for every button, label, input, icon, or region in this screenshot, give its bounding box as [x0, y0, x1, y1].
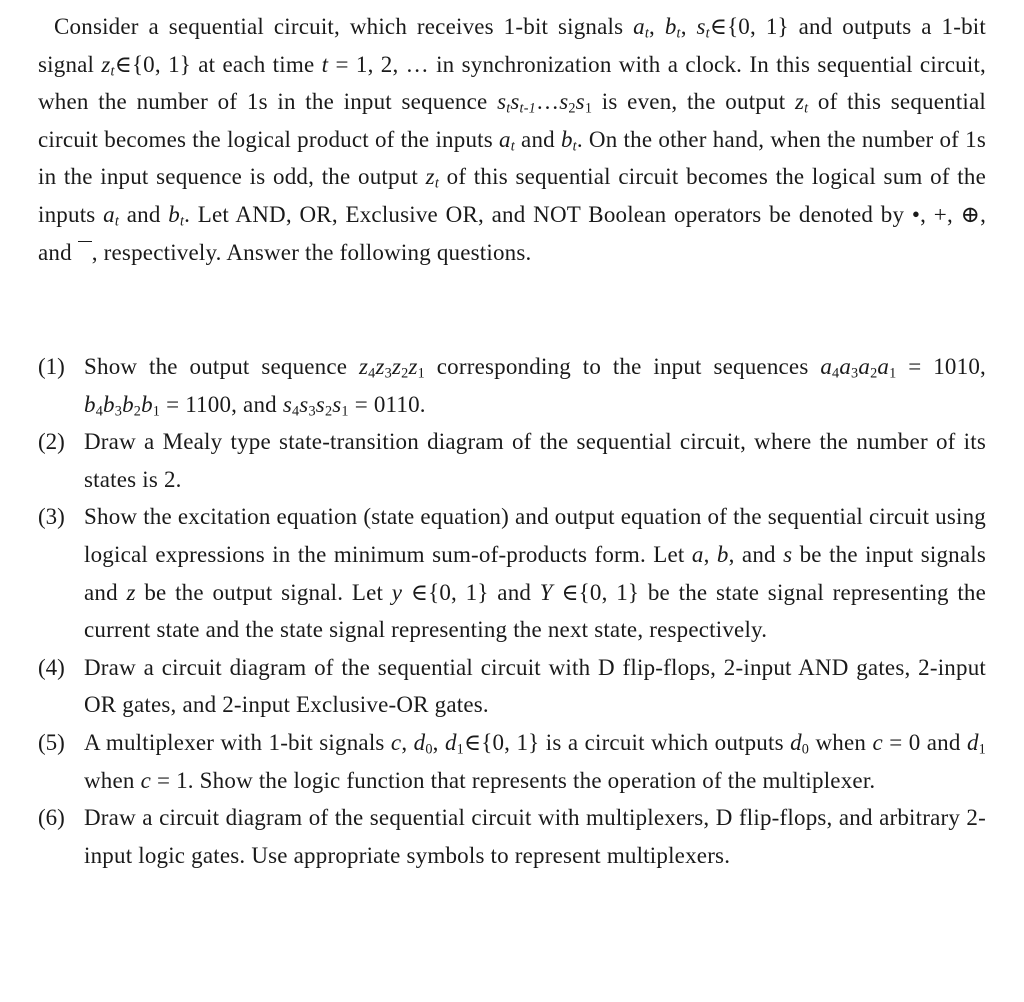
- question-number: (1): [38, 354, 65, 379]
- intro-paragraph: Consider a sequential circuit, which receives 1-bit signals $a_t$, $b_t$, $s_t\in\{0$, 1} and outputs a 1-bit signal $z_t\in\{0$, 1} at each time t = 1, 2, … in synchronization with a clock. In this sequential circuit, when the number of 1s in the input sequence $s_ts_{t-1}\dots s_2s_1$ is even, the output $z_t$ of this sequential circuit becomes the logical product of the inputs $a_t$ and $b_t$. On the other hand, when the number of 1s in the input sequence is odd, the output $z_t$ of this sequential circuit becomes the logical sum of the inputs $a_t$ and $b_t$. Let AND, OR, Exclusive OR, and NOT Boolean operators be denoted by •, +, ⊕, and , respectively. Answer the following questions.: [38, 14, 987, 265]
- not-operator-overbar: [78, 241, 92, 242]
- and-operator-symbol: •: [911, 201, 921, 227]
- question-3: [38, 498, 986, 648]
- question-number: (4): [38, 654, 65, 680]
- problem-statement: [38, 8, 986, 271]
- or-operator-symbol: +: [933, 201, 947, 227]
- question-2: [38, 423, 986, 498]
- question-list: [38, 348, 986, 874]
- question-5: [38, 724, 986, 799]
- question-number: (3): [38, 504, 65, 530]
- question-text: Show the excitation equation (state equation) and output equation of the sequential circuit using logical expressions in the minimum sum-of-products form. Let a, b, and s be the input signals and z be the output signal. Let y ∈{0, 1} and Y ∈{0, 1} be the state signal representing the current state and the state signal representing the next state, respectively.: [84, 504, 987, 643]
- xor-operator-symbol: ⊕: [960, 201, 981, 227]
- question-text: Show the output sequence $z_4z_3z_2z_1$ corresponding to the input sequences $a_4a_3a_2a_1 = 1010$, $b_4b_3b_2b_1 = 1100$, and $s_4s_3s_2s_1 = 0110$.: [84, 354, 986, 420]
- question-text: A multiplexer with 1-bit signals c, $d_0$, $d_1\in\{0$, 1} is a circuit which outputs $d_0$ when c = 0 and $d_1$ when c = 1. Show the logic function that represents the operation of the multiplexer.: [84, 729, 986, 793]
- question-number: (5): [38, 729, 65, 755]
- question-text: Draw a circuit diagram of the sequential circuit with multiplexers, D flip-flops, and arbitrary 2-input logic gates. Use appropriate symbols to represent multiplexers.: [84, 805, 986, 868]
- question-4: [38, 649, 986, 724]
- question-6: [38, 799, 986, 874]
- question-text: Draw a circuit diagram of the sequential circuit with D flip-flops, 2-input AND gates, 2-input OR gates, and 2-input Exclusive-OR gates.: [84, 654, 986, 718]
- input-sequence: $s_ts_{t-1}\dots s_2s_1$: [497, 89, 593, 117]
- question-number: (6): [38, 805, 65, 831]
- question-1: [38, 348, 986, 423]
- question-number: (2): [38, 429, 65, 455]
- question-text: Draw a Mealy type state-transition diagram of the sequential circuit, where the number of its states is 2.: [84, 429, 986, 492]
